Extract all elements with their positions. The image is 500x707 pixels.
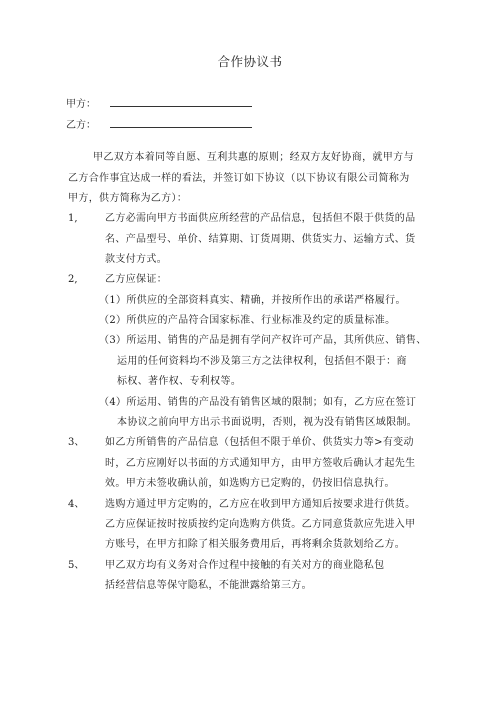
- clause-line: 时，乙方应刚好以书面的方式通知甲方，由甲方签收后确认才起先生: [105, 458, 416, 469]
- sub-item-line: （3）所运用、销售的产品是拥有学问产权许可产品，其所供应、销售、: [99, 335, 427, 346]
- party-a-line: [66, 96, 252, 112]
- clause-line: 乙方应保证按时按质按约定向选购方供货。乙方同意货款应先进入甲: [105, 519, 416, 530]
- sub-item-line: 标权、著作权、专利权等。: [117, 376, 242, 387]
- document-title: 合作协议书: [217, 54, 283, 69]
- clause-line: 效。甲方未签收确认前，如选购方已定购的，仍按旧信息执行。: [105, 478, 395, 489]
- sub-item-line: （2）所供应的产品符合国家标准、行业标准及约定的质量标准。: [99, 315, 396, 326]
- intro-line: 乙方合作事宜达成一样的看法，并签订如下协议（以下协议有限公司简称为: [68, 173, 410, 184]
- clause-number: 2,: [68, 274, 78, 285]
- intro-line: 甲方，供方简称为乙方）：: [68, 193, 188, 204]
- clause-number: 1,: [68, 213, 78, 224]
- clause-number: 5、: [68, 560, 85, 571]
- party-b-label: 乙方：: [66, 120, 96, 131]
- clause-number: 4、: [68, 499, 85, 510]
- party-a-blank: [110, 96, 252, 107]
- clause-line: 款支付方式。: [105, 254, 168, 265]
- party-b-blank: [110, 117, 252, 128]
- clause-line: 括经营信息等保守隐私，不能泄露给第三方。: [105, 580, 312, 591]
- sub-item-line: 本协议之前向甲方出示书面说明，否则，视为没有销售区域限制。: [117, 417, 418, 428]
- sub-item-line: （4）所运用、销售的产品没有销售区域的限制；如有，乙方应在签订: [99, 397, 417, 408]
- clause-line: 如乙方所销售的产品信息（包括但不限于单价、供货实力等>有变动: [105, 437, 414, 448]
- intro-line: 甲乙双方本着同等自愿、互利共惠的原则；经双方友好协商，就甲方与: [93, 152, 414, 163]
- clause-line: 乙方必需向甲方书面供应所经营的产品信息，包括但不限于供货的品: [105, 213, 416, 224]
- clause-line: 方账号，在甲方扣除了相关服务费用后，再将剩余货款划给乙方。: [105, 539, 406, 550]
- sub-item-line: （1）所供应的全部资料真实、精确，并按所作出的承诺严格履行。: [99, 295, 406, 306]
- clause-line: 名、产品型号、单价、结算期、订货周期、供货实力、运输方式、货: [105, 234, 416, 245]
- clause-number: 3、: [68, 437, 85, 448]
- clause-line: 选购方通过甲方定购的，乙方应在收到甲方通知后按要求进行供货。: [105, 499, 416, 510]
- sub-item-line: 运用的任何资料均不涉及第三方之法律权利，包括但不限于：商: [117, 356, 407, 367]
- clause-line: 甲乙双方均有义务对合作过程中接触的有关对方的商业隐私包: [105, 560, 385, 571]
- clause-line: 乙方应保证：: [105, 274, 168, 285]
- party-a-label: 甲方：: [66, 99, 96, 110]
- party-b-line: [66, 117, 252, 133]
